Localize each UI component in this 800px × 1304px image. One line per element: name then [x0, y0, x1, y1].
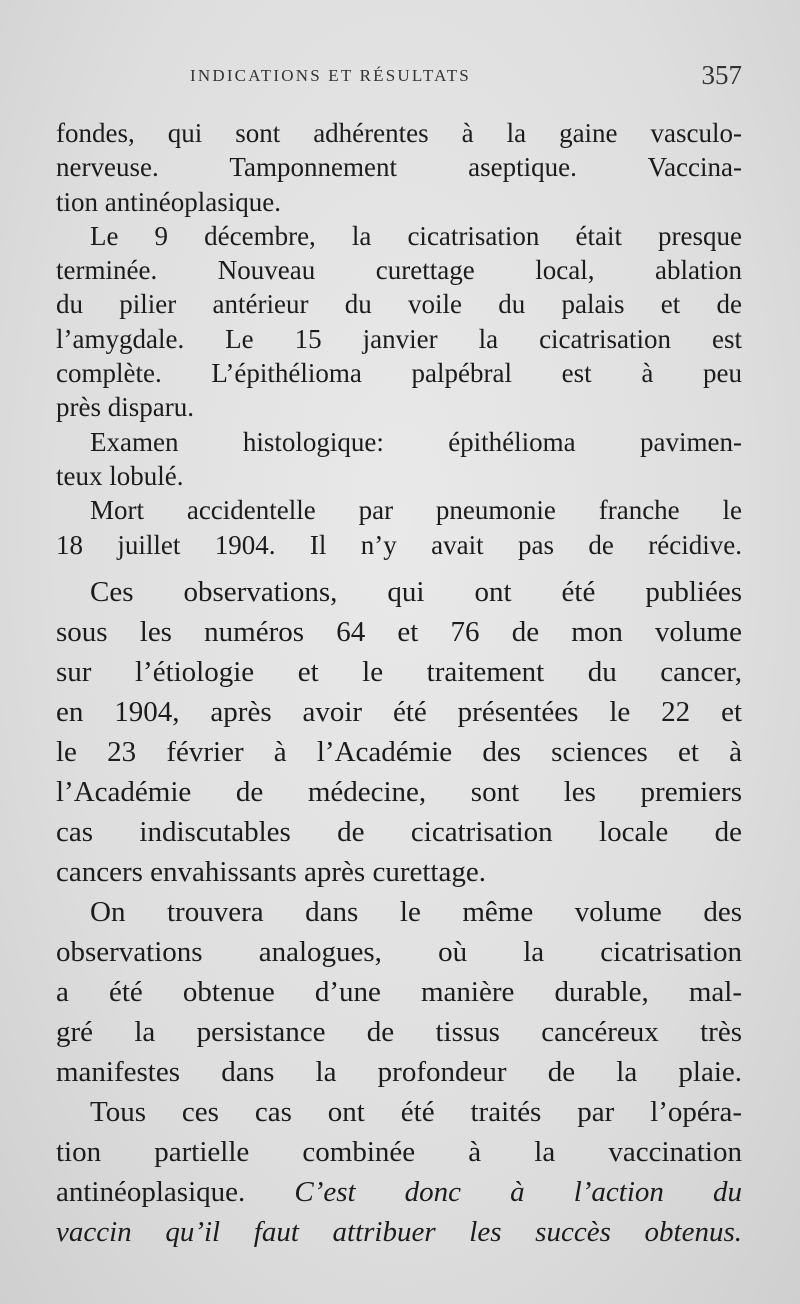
page-header	[190, 60, 742, 94]
text-line: Ces observations, qui ont été publiées	[90, 575, 742, 608]
text-line: complète. L’épithélioma palpébral est à peu	[56, 358, 742, 389]
text-line: cas indiscutables de cicatrisation locale de	[56, 815, 742, 848]
text-line: teux lobulé.	[56, 460, 184, 491]
text-line: Le 9 décembre, la cicatrisation était presque	[90, 220, 742, 251]
paragraph	[56, 219, 742, 425]
text-line: sous les numéros 64 et 76 de mon volume	[56, 615, 742, 648]
observation-block	[56, 116, 742, 562]
paragraph	[56, 493, 742, 562]
text-line: nerveuse. Tamponnement aseptique. Vaccina-	[56, 152, 742, 183]
text-line-mixed	[56, 1172, 742, 1212]
text-line: terminée. Nouveau curettage local, ablation	[56, 255, 742, 286]
text-line: Tous ces cas ont été traités par l’opéra-	[90, 1095, 742, 1128]
text-line: fondes, qui sont adhérentes à la gaine vasculo-	[56, 118, 742, 148]
text-run: antinéoplasique.	[56, 1175, 246, 1208]
text-line: On trouvera dans le même volume des	[90, 895, 742, 928]
text-line: 18 juillet 1904. Il n’y avait pas de récidive.	[56, 529, 742, 560]
spacer	[56, 562, 742, 572]
text-line: Mort accidentelle par pneumonie franche le	[90, 495, 742, 526]
text-line: gré la persistance de tissus cancéreux très	[56, 1015, 742, 1048]
paragraph	[56, 116, 742, 219]
text-line: le 23 février à l’Académie des sciences et à	[56, 735, 742, 768]
text-line: vaccin qu’il faut attribuer les succès obtenus.	[56, 1215, 742, 1248]
body-text	[56, 116, 742, 1252]
text-line: du pilier antérieur du voile du palais et de	[56, 289, 742, 320]
text-line: a été obtenue d’une manière durable, mal-	[56, 975, 742, 1008]
paragraph	[56, 892, 742, 1092]
text-line: l’Académie de médecine, sont les premiers	[56, 775, 742, 808]
text-line: près disparu.	[56, 392, 194, 423]
text-line: en 1904, après avoir été présentées le 22 et	[56, 695, 742, 728]
text-line: cancers envahissants après curettage.	[56, 855, 486, 888]
text-line: Examen histologique: épithélioma pavimen-	[90, 426, 742, 457]
text-line: tion antinéoplasique.	[56, 186, 281, 217]
paragraph	[56, 425, 742, 494]
text-line: manifestes dans la profondeur de la plaie.	[56, 1055, 742, 1088]
italic-run: C’est donc à l’action du	[294, 1175, 742, 1208]
text-line: observations analogues, où la cicatrisation	[56, 935, 742, 968]
text-line: l’amygdale. Le 15 janvier la cicatrisation est	[56, 323, 742, 354]
running-head: INDICATIONS ET RÉSULTATS	[190, 66, 471, 85]
paragraph	[56, 1092, 742, 1252]
page-number: 357	[701, 60, 742, 90]
text-line: tion partielle combinée à la vaccination	[56, 1135, 742, 1168]
main-block	[56, 572, 742, 1252]
text-line: sur l’étiologie et le traitement du cancer,	[56, 655, 742, 688]
paragraph	[56, 572, 742, 892]
